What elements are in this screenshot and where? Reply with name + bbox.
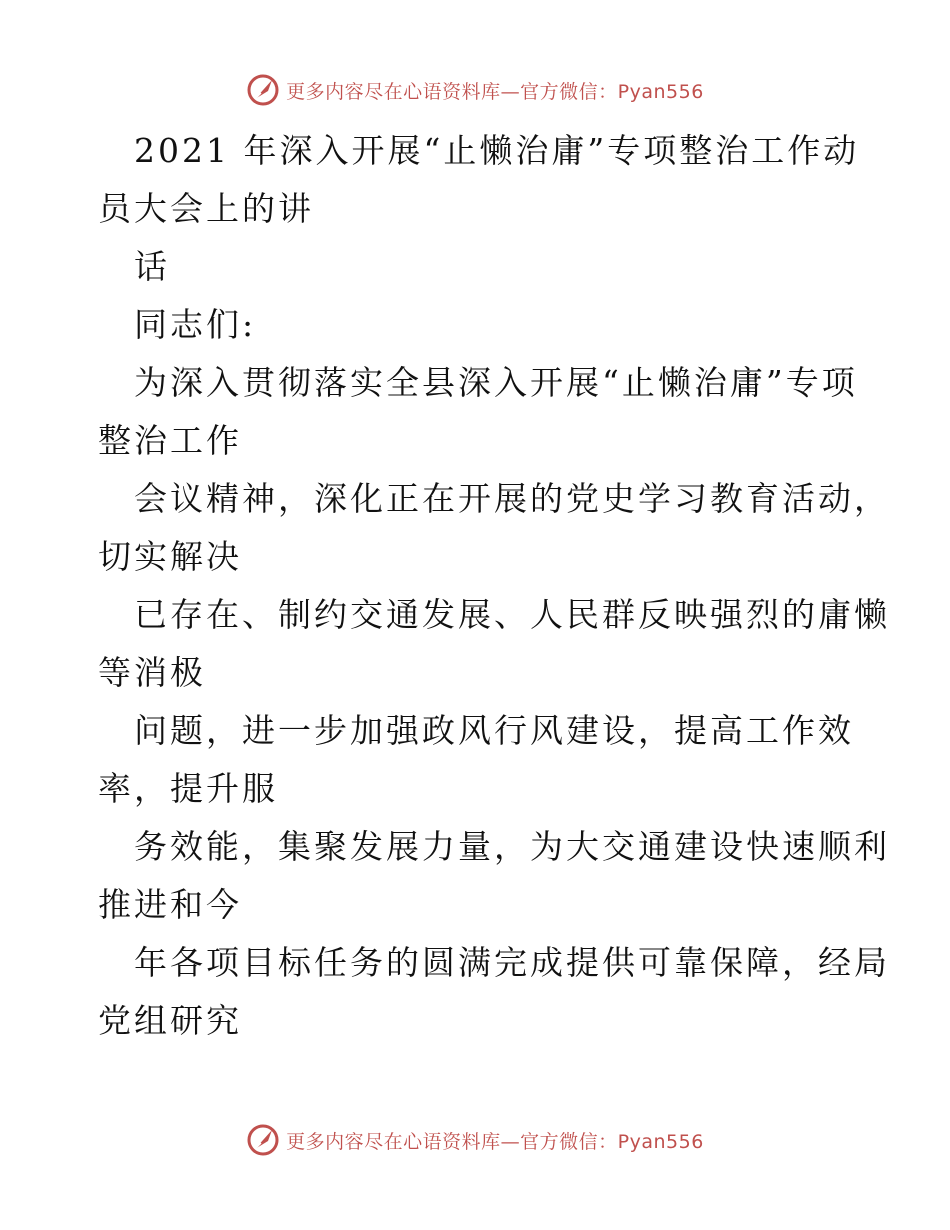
salutation: 同志们: bbox=[134, 305, 257, 344]
paragraph-line: 等消极 bbox=[98, 653, 206, 692]
paragraph-line: 整治工作 bbox=[98, 421, 242, 460]
footer-watermark bbox=[0, 1120, 950, 1160]
watermark-text: 更多内容尽在心语资料库—官方微信：Pyan556 bbox=[286, 80, 704, 103]
paragraph-line: 会议精神，深化正在开展的党史学习教育活动， bbox=[134, 479, 890, 518]
paragraph-line: 推进和今 bbox=[98, 885, 242, 924]
quill-pen-logo-icon bbox=[246, 73, 280, 107]
document-body bbox=[98, 122, 890, 1050]
doc-title-line-3: 话 bbox=[134, 247, 170, 286]
paragraph-line: 率，提升服 bbox=[98, 769, 278, 808]
paragraph-line: 问题，进一步加强政风行风建设，提高工作效 bbox=[134, 711, 854, 750]
header-watermark bbox=[0, 70, 950, 110]
paragraph-line: 党组研究 bbox=[98, 1001, 242, 1040]
quill-pen-logo-icon bbox=[246, 1123, 280, 1157]
paragraph-line: 切实解决 bbox=[98, 537, 242, 576]
paragraph-line: 已存在、制约交通发展、人民群反映强烈的庸懒 bbox=[134, 595, 890, 634]
wechat-id: Pyan556 bbox=[617, 80, 704, 103]
doc-title-line-2: 员大会上的讲 bbox=[98, 189, 314, 228]
doc-title-line-1: 2021 年深入开展“止懒治庸”专项整治工作动 bbox=[134, 131, 860, 170]
watermark-text: 更多内容尽在心语资料库—官方微信：Pyan556 bbox=[286, 1130, 704, 1153]
paragraph-line: 为深入贯彻落实全县深入开展“止懒治庸”专项 bbox=[134, 363, 858, 402]
paragraph-line: 年各项目标任务的圆满完成提供可靠保障，经局 bbox=[134, 943, 890, 982]
paragraph-line: 务效能，集聚发展力量，为大交通建设快速顺利 bbox=[134, 827, 890, 866]
wechat-id: Pyan556 bbox=[617, 1130, 704, 1153]
